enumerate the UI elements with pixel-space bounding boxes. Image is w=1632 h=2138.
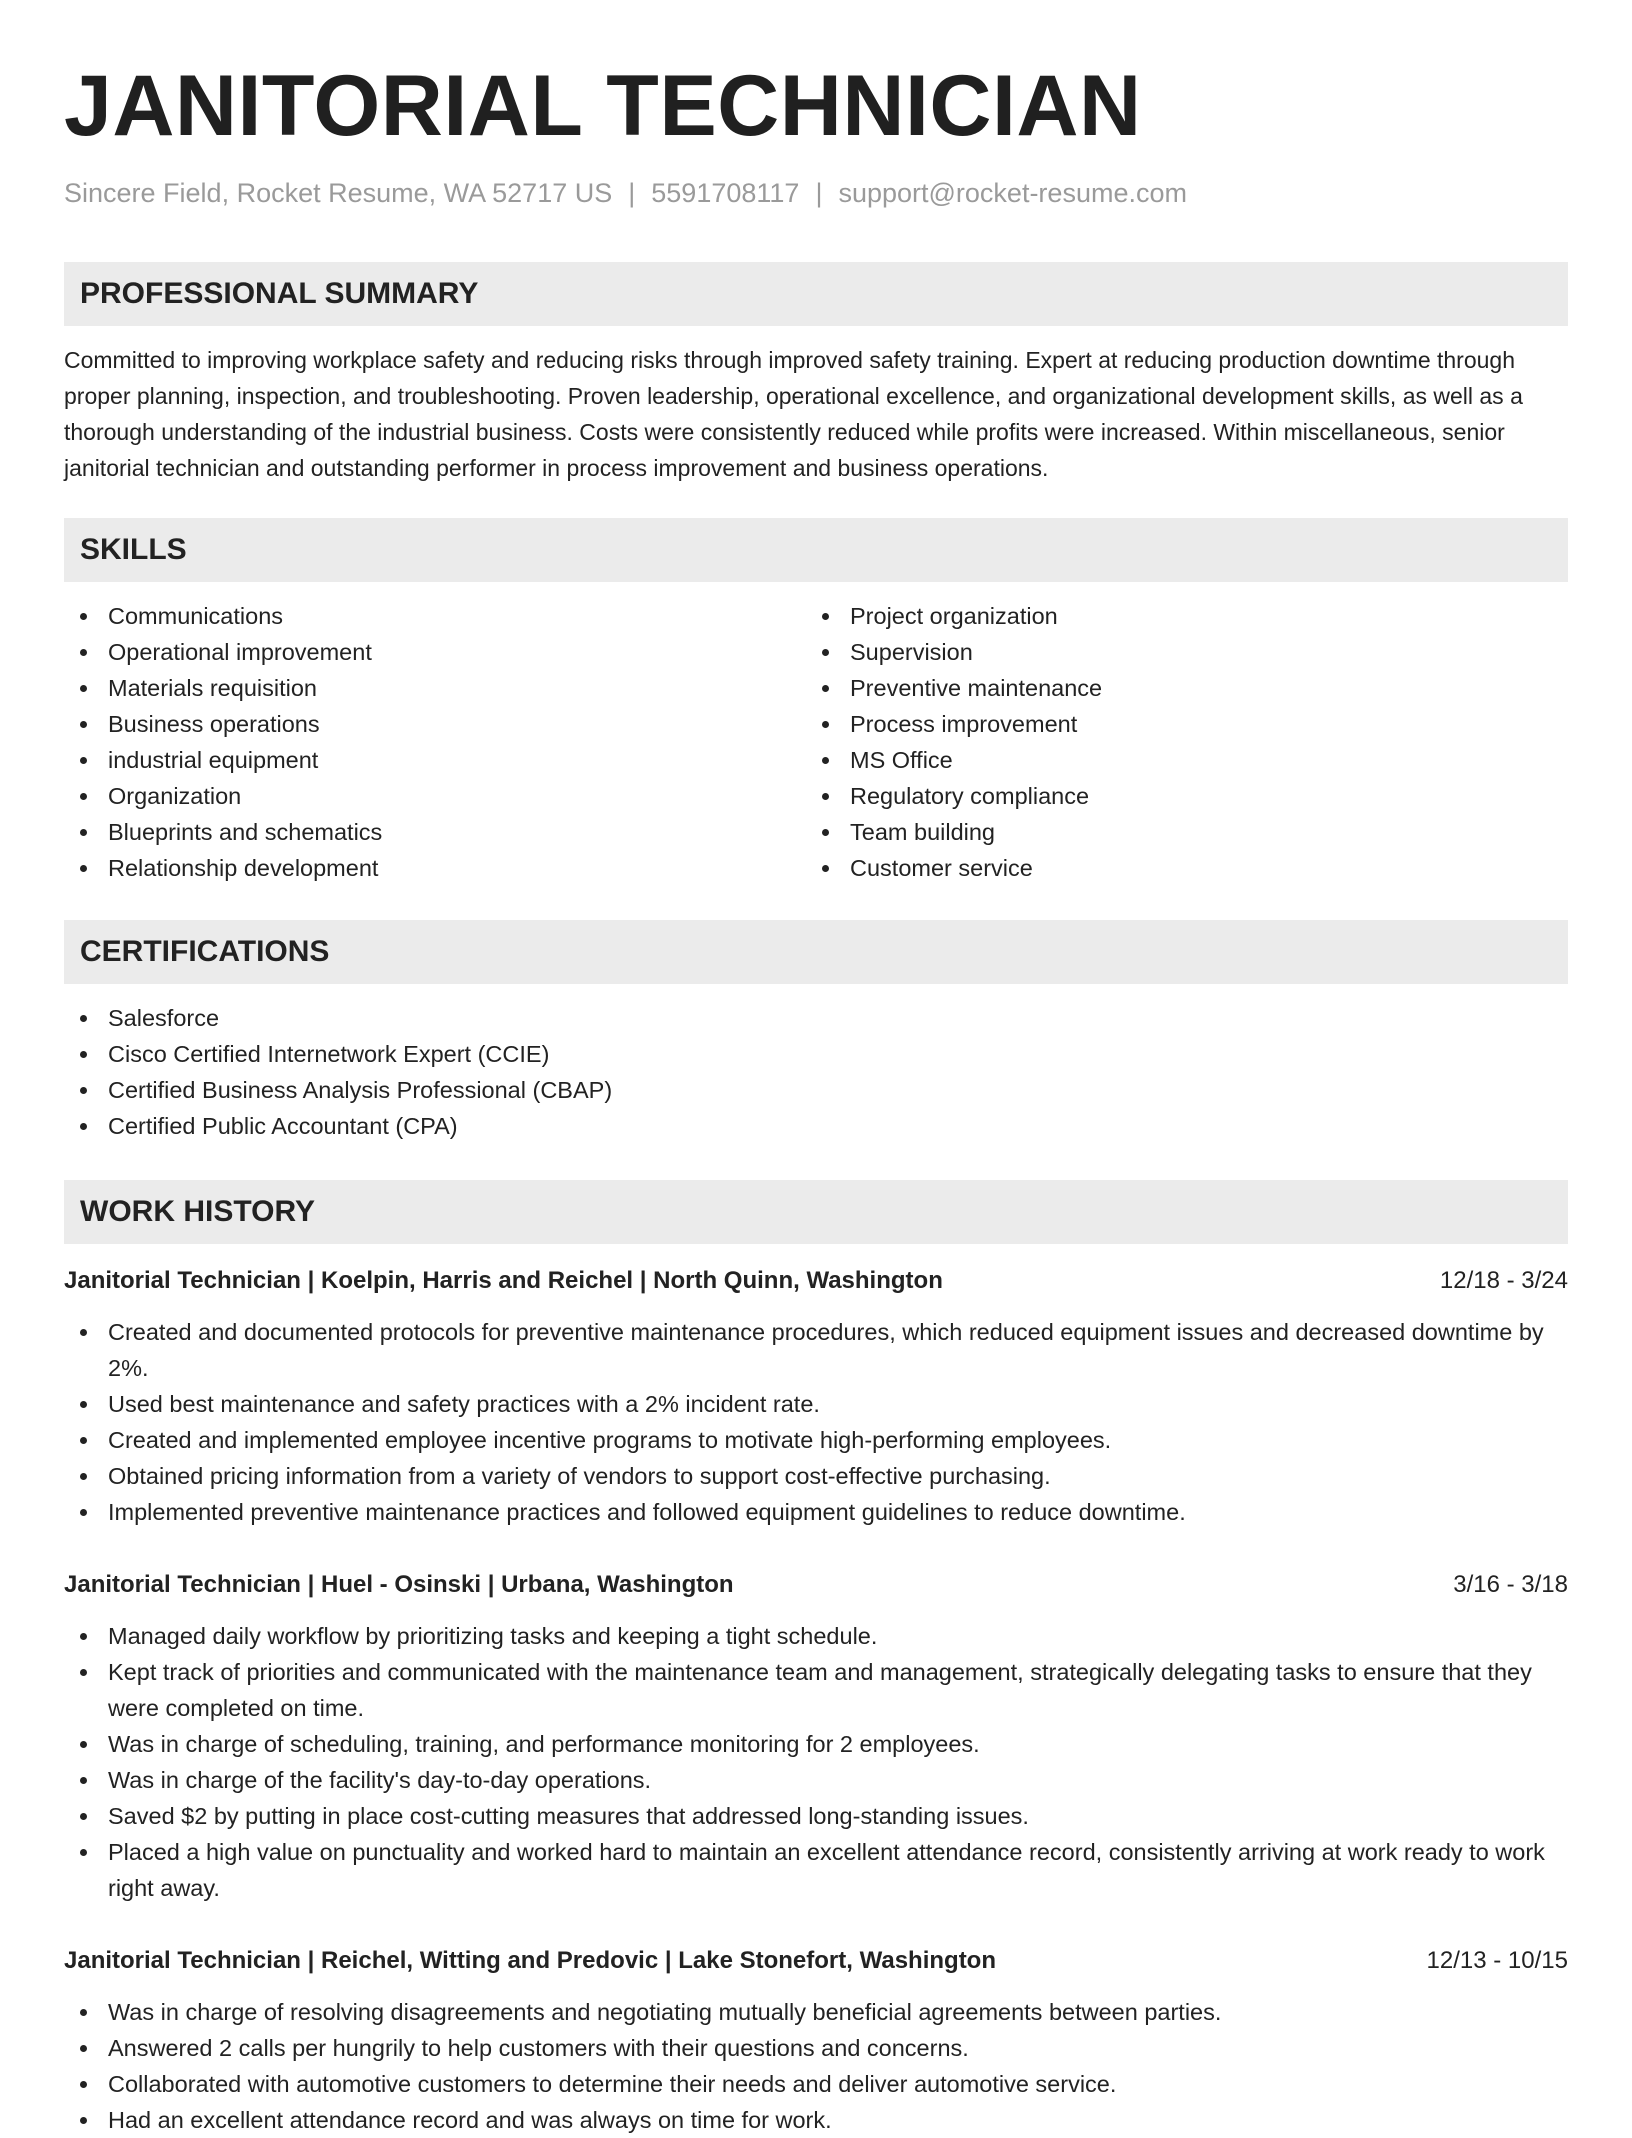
skill-item: MS Office: [806, 742, 1548, 778]
skill-item: Process improvement: [806, 706, 1548, 742]
job-title: Janitorial Technician | Huel - Osinski | Urbana, Washington: [64, 1571, 734, 1598]
job-bullet: Kept track of priorities and communicated with the maintenance team and management, strategically delegating tasks to ensure that they were completed on time.: [64, 1654, 1568, 1726]
contact-line: [64, 176, 1568, 210]
job-bullet: Answered 2 calls per hungrily to help customers with their questions and concerns.: [64, 2030, 1568, 2066]
job-bullet: Created and documented protocols for preventive maintenance procedures, which reduced equipment issues and decreased downtime by 2%.: [64, 1314, 1568, 1386]
job-header: [64, 1264, 1568, 1298]
certification-item: Cisco Certified Internetwork Expert (CCIE): [64, 1036, 1568, 1072]
job-bullets: [64, 1314, 1568, 1530]
job-bullet: Used best maintenance and safety practices with a 2% incident rate.: [64, 1386, 1568, 1422]
contact-address: Sincere Field, Rocket Resume, WA 52717 US: [64, 178, 613, 208]
job-title: Janitorial Technician | Koelpin, Harris and Reichel | North Quinn, Washington: [64, 1267, 943, 1294]
skill-item: Regulatory compliance: [806, 778, 1548, 814]
job-header: [64, 1944, 1568, 1978]
certification-item: Certified Public Accountant (CPA): [64, 1108, 1568, 1144]
job-entry: [64, 1568, 1568, 1906]
skills-column-right: [806, 598, 1548, 886]
skill-item: Relationship development: [64, 850, 806, 886]
certification-item: Certified Business Analysis Professional (CBAP): [64, 1072, 1568, 1108]
job-dates: 12/18 - 3/24: [1439, 1267, 1568, 1294]
job-bullet: Saved $2 by putting in place cost-cutting measures that addressed long-standing issues.: [64, 1798, 1568, 1834]
skill-item: Organization: [64, 778, 806, 814]
skill-item: Business operations: [64, 706, 806, 742]
job-header: [64, 1568, 1568, 1602]
skill-item: Team building: [806, 814, 1548, 850]
job-bullet: Was in charge of scheduling, training, and performance monitoring for 2 employees.: [64, 1726, 1568, 1762]
job-bullets: [64, 1994, 1568, 2138]
job-dates: 3/16 - 3/18: [1453, 1571, 1568, 1598]
skills-column-left: [64, 598, 806, 886]
job-dates: 12/13 - 10/15: [1426, 1947, 1568, 1974]
job-bullet: Had an excellent attendance record and was always on time for work.: [64, 2102, 1568, 2138]
skill-item: Project organization: [806, 598, 1548, 634]
skill-item: Supervision: [806, 634, 1548, 670]
skill-item: industrial equipment: [64, 742, 806, 778]
contact-email: support@rocket-resume.com: [838, 178, 1187, 208]
summary-heading: PROFESSIONAL SUMMARY: [64, 262, 1568, 326]
work-history-heading: WORK HISTORY: [64, 1180, 1568, 1244]
contact-phone: 5591708117: [651, 178, 800, 208]
candidate-name: JANITORIAL TECHNICIAN: [64, 58, 1142, 154]
skill-item: Blueprints and schematics: [64, 814, 806, 850]
skill-item: Operational improvement: [64, 634, 806, 670]
skill-item: Customer service: [806, 850, 1548, 886]
certifications-heading: CERTIFICATIONS: [64, 920, 1568, 984]
skills-heading: SKILLS: [64, 518, 1568, 582]
job-bullet: Was in charge of the facility's day-to-day operations.: [64, 1762, 1568, 1798]
skills-list: [64, 598, 1568, 886]
job-entry: [64, 1264, 1568, 1530]
job-bullet: Created and implemented employee incentive programs to motivate high-performing employees.: [64, 1422, 1568, 1458]
skill-item: Communications: [64, 598, 806, 634]
job-bullet: Obtained pricing information from a variety of vendors to support cost-effective purchasing.: [64, 1458, 1568, 1494]
job-bullet: Was in charge of resolving disagreements and negotiating mutually beneficial agreements between parties.: [64, 1994, 1568, 2030]
certifications-list: [64, 1000, 1568, 1144]
job-bullet: Implemented preventive maintenance practices and followed equipment guidelines to reduce downtime.: [64, 1494, 1568, 1530]
certification-item: Salesforce: [64, 1000, 1568, 1036]
job-entry: [64, 1944, 1568, 2138]
job-bullet: Collaborated with automotive customers to determine their needs and deliver automotive service.: [64, 2066, 1568, 2102]
contact-separator: |: [628, 178, 636, 208]
skill-item: Materials requisition: [64, 670, 806, 706]
job-bullet: Managed daily workflow by prioritizing tasks and keeping a tight schedule.: [64, 1618, 1568, 1654]
summary-text: Committed to improving workplace safety and reducing risks through improved safety training. Expert at reducing production downtime through proper planning, inspection, and troubleshooting. Proven leadership, operational excellence, and organizational development skills, as well as a thorough understanding of the industrial business. Costs were consistently reduced while profits were increased. Within miscellaneous, senior janitorial technician and outstanding performer in process improvement and business operations.: [64, 347, 1523, 481]
job-title: Janitorial Technician | Reichel, Witting and Predovic | Lake Stonefort, Washington: [64, 1947, 997, 1974]
job-bullets: [64, 1618, 1568, 1906]
contact-separator: |: [815, 178, 823, 208]
job-bullet: Placed a high value on punctuality and worked hard to maintain an excellent attendance record, consistently arriving at work ready to work right away.: [64, 1834, 1568, 1906]
skill-item: Preventive maintenance: [806, 670, 1548, 706]
